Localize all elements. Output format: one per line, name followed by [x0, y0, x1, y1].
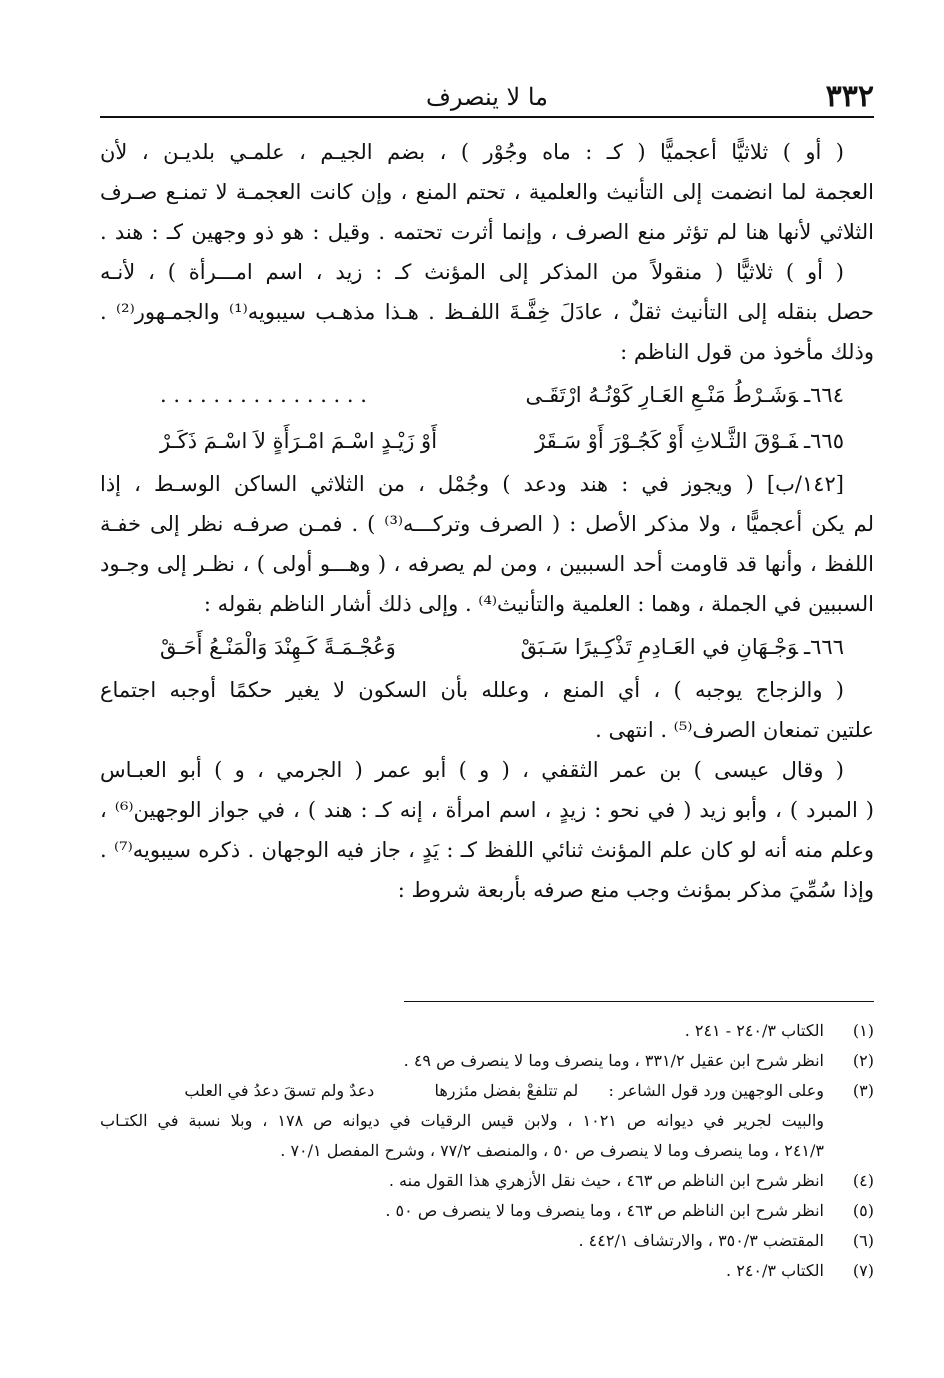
footnote-number: (٦) — [852, 1231, 874, 1250]
footnote — [100, 1256, 874, 1286]
verse-second-hemistich: وَعُجْـمَـةً كَـهِنْدَ وَالْمَنْـعُ أَحَـقْ — [160, 635, 396, 659]
text-line: ( المبرد ) ، وأبو زيد ( في نحو : زيدٍ ، اسم امرأة ، إنه كـ : هند ) ، في جواز الوجهين⁽⁶⁾ ، — [100, 798, 874, 822]
footnote — [100, 1166, 874, 1196]
footnote-number: (٣) — [852, 1081, 874, 1100]
verse-first-hemistich: ٦٦٤ـوَشَـرْطُ مَنْـعِ العَـارِ كَوْنُـهُ ارْتَقَـى — [525, 383, 844, 407]
verse-second-hemistich: أَوْ زَيْـدٍ اسْـمَ امْـرَأَةٍ لاَ اسْـمَ ذَكَـرْ — [160, 429, 438, 453]
text-line: اللفظ ، وأنها قد قاومت أحد السببين ، ومن لم يصرفه ، ( وهـــو أولى ) ، نظـر إلى وجـود — [100, 552, 874, 576]
footnote-number: (٤) — [852, 1171, 874, 1190]
footnote-number: (٧) — [852, 1261, 874, 1280]
footnote — [100, 1016, 874, 1046]
footnote-verse-second: دعدٌ ولم تسقَ دعدُ في العلب — [184, 1081, 375, 1100]
verse-number: ٦٦٥ـ — [804, 429, 844, 453]
footnote-number: (٥) — [852, 1201, 874, 1220]
verse-number: ٦٦٤ـ — [804, 383, 844, 407]
footnote-separator — [404, 1001, 874, 1002]
footnote-text: الكتاب ٢٤٠/٣ - ٢٤١ . — [684, 1021, 824, 1040]
running-title: ما لا ينصرف — [426, 83, 548, 111]
page-header — [100, 80, 874, 118]
footnote — [100, 1046, 874, 1076]
footnote-continuation: ٢٤١/٣ ، وما ينصرف وما لا ينصرف ص ٥٠ ، والمنصف ٧٧/٢ ، وشرح المفصل ٧٠/١ . — [280, 1141, 824, 1160]
text-line: حصل بنقله إلى التأنيث ثقلٌ ، عادَلَ خِفَّـةَ اللفـظ . هـذا مذهـب سيبويه⁽¹⁾ والجمـهور⁽²⁾ . — [100, 300, 874, 324]
footnotes — [100, 1016, 874, 1286]
poem-verse — [100, 372, 874, 418]
footnote — [100, 1196, 874, 1226]
text-line: العجمة لما انضمت إلى التأنيث والعلمية ، تحتم المنع ، وإن كانت العجمـة لا تمنـع صـرف — [100, 180, 874, 204]
footnote-text: وعلى الوجهين ورد قول الشاعر : — [608, 1081, 824, 1100]
page-number: ٣٣٢ — [825, 79, 874, 114]
text-line: السببين في الجملة ، وهما : العلمية والتأنيث⁽⁴⁾ . وإلى ذلك أشار الناظم بقوله : — [203, 592, 874, 616]
text-line: علتين تمنعان الصرف⁽⁵⁾ . انتهى . — [595, 718, 874, 742]
text-line: [١٤٢/ب] ( ويجوز في : هند ودعد ) وجُمْل ، من الثلاثي الساكن الوسـط ، إذا — [100, 472, 844, 496]
footnote-continuation: والبيت لجرير في ديوانه ص ١٠٢١ ، ولابن قيس الرقيات في ديوانه ص ١٧٨ ، وبلا نسبة في الكتـاب — [100, 1111, 825, 1130]
text-line: الثلاثي لأنها هنا لم تؤثر منع الصرف ، وإنما أثرت تحتمه . وقيل : هو ذو وجهين كـ : هند . — [100, 220, 874, 244]
verse-first-hemistich: ٦٦٥ـفَـوْقَ الثَّـلاثِ أَوْ كَجُـوْرَ أَوْ سَـقَرْ — [535, 429, 844, 453]
text-line: لم يكن أعجميًّا ، ولا مذكر الأصل : ( الصرف وتركـــه⁽³⁾ ) . فمـن صرفـه نظر إلى خفـة — [100, 512, 874, 536]
verse-second-hemistich: . . . . . . . . . . . . . . . . — [160, 383, 367, 407]
verse-first-hemistich: ٦٦٦ـوَجْـهَانِ في العَـادِمِ تَذْكِـيرًا سَـبَقْ — [520, 635, 844, 659]
text-line: وذلك مأخوذ من قول الناظم : — [620, 340, 874, 364]
footnote-verse-first: لم تتلفعْ بفضل مئزرها — [434, 1081, 579, 1100]
footnote-text: انظر شرح ابن الناظم ص ٤٦٣ ، وما ينصرف وما لا ينصرف ص ٥٠ . — [385, 1201, 824, 1220]
text-line: وعلم منه أنه لو كان علم المؤنث ثنائي اللفظ كـ : يَدٍ ، جاز فيه الوجهان . ذكره سيبويه⁽⁷⁾ . — [100, 838, 874, 862]
footnote — [100, 1076, 874, 1106]
footnote-number: (٢) — [852, 1051, 874, 1070]
verse-number: ٦٦٦ـ — [804, 635, 844, 659]
footnote — [100, 1226, 874, 1256]
footnote-text: انظر شرح ابن الناظم ص ٤٦٣ ، حيث نقل الأزهري هذا القول منه . — [388, 1171, 824, 1190]
poem-verse — [100, 624, 874, 670]
main-text — [100, 132, 874, 910]
footnote-text: انظر شرح ابن عقيل ٣٣١/٢ ، وما ينصرف وما لا ينصرف ص ٤٩ . — [403, 1051, 824, 1070]
footnote-text: المقتضب ٣٥٠/٣ ، والارتشاف ٤٤٢/١ . — [578, 1231, 824, 1250]
text-line: ( وقال عيسى ) بن عمر الثقفي ، ( و ) أبو عمر ( الجرمي ، و ) أبو العبـاس — [100, 758, 844, 782]
text-line: ( أو ) ثلاثيًّا ( منقولاً من المذكر إلى المؤنث كـ : زيد ، اسم امـــرأة ) ، لأنـه — [100, 260, 844, 284]
poem-verse — [100, 418, 874, 464]
text-line: ( أو ) ثلاثيًّا أعجميًّا ( كـ : ماه وجُوْر ) ، بضم الجيـم ، علمـي بلديـن ، لأن — [100, 140, 844, 164]
footnote-text: الكتاب ٢٤٠/٣ . — [726, 1261, 824, 1280]
text-line: ( والزجاج يوجبه ) ، أي المنع ، وعلله بأن السكون لا يغير حكمًا أوجبه اجتماع — [100, 678, 844, 702]
text-line: وإذا سُمِّيَ مذكر بمؤنث وجب منع صرفه بأربعة شروط : — [397, 878, 874, 902]
footnote-number: (١) — [852, 1021, 874, 1040]
